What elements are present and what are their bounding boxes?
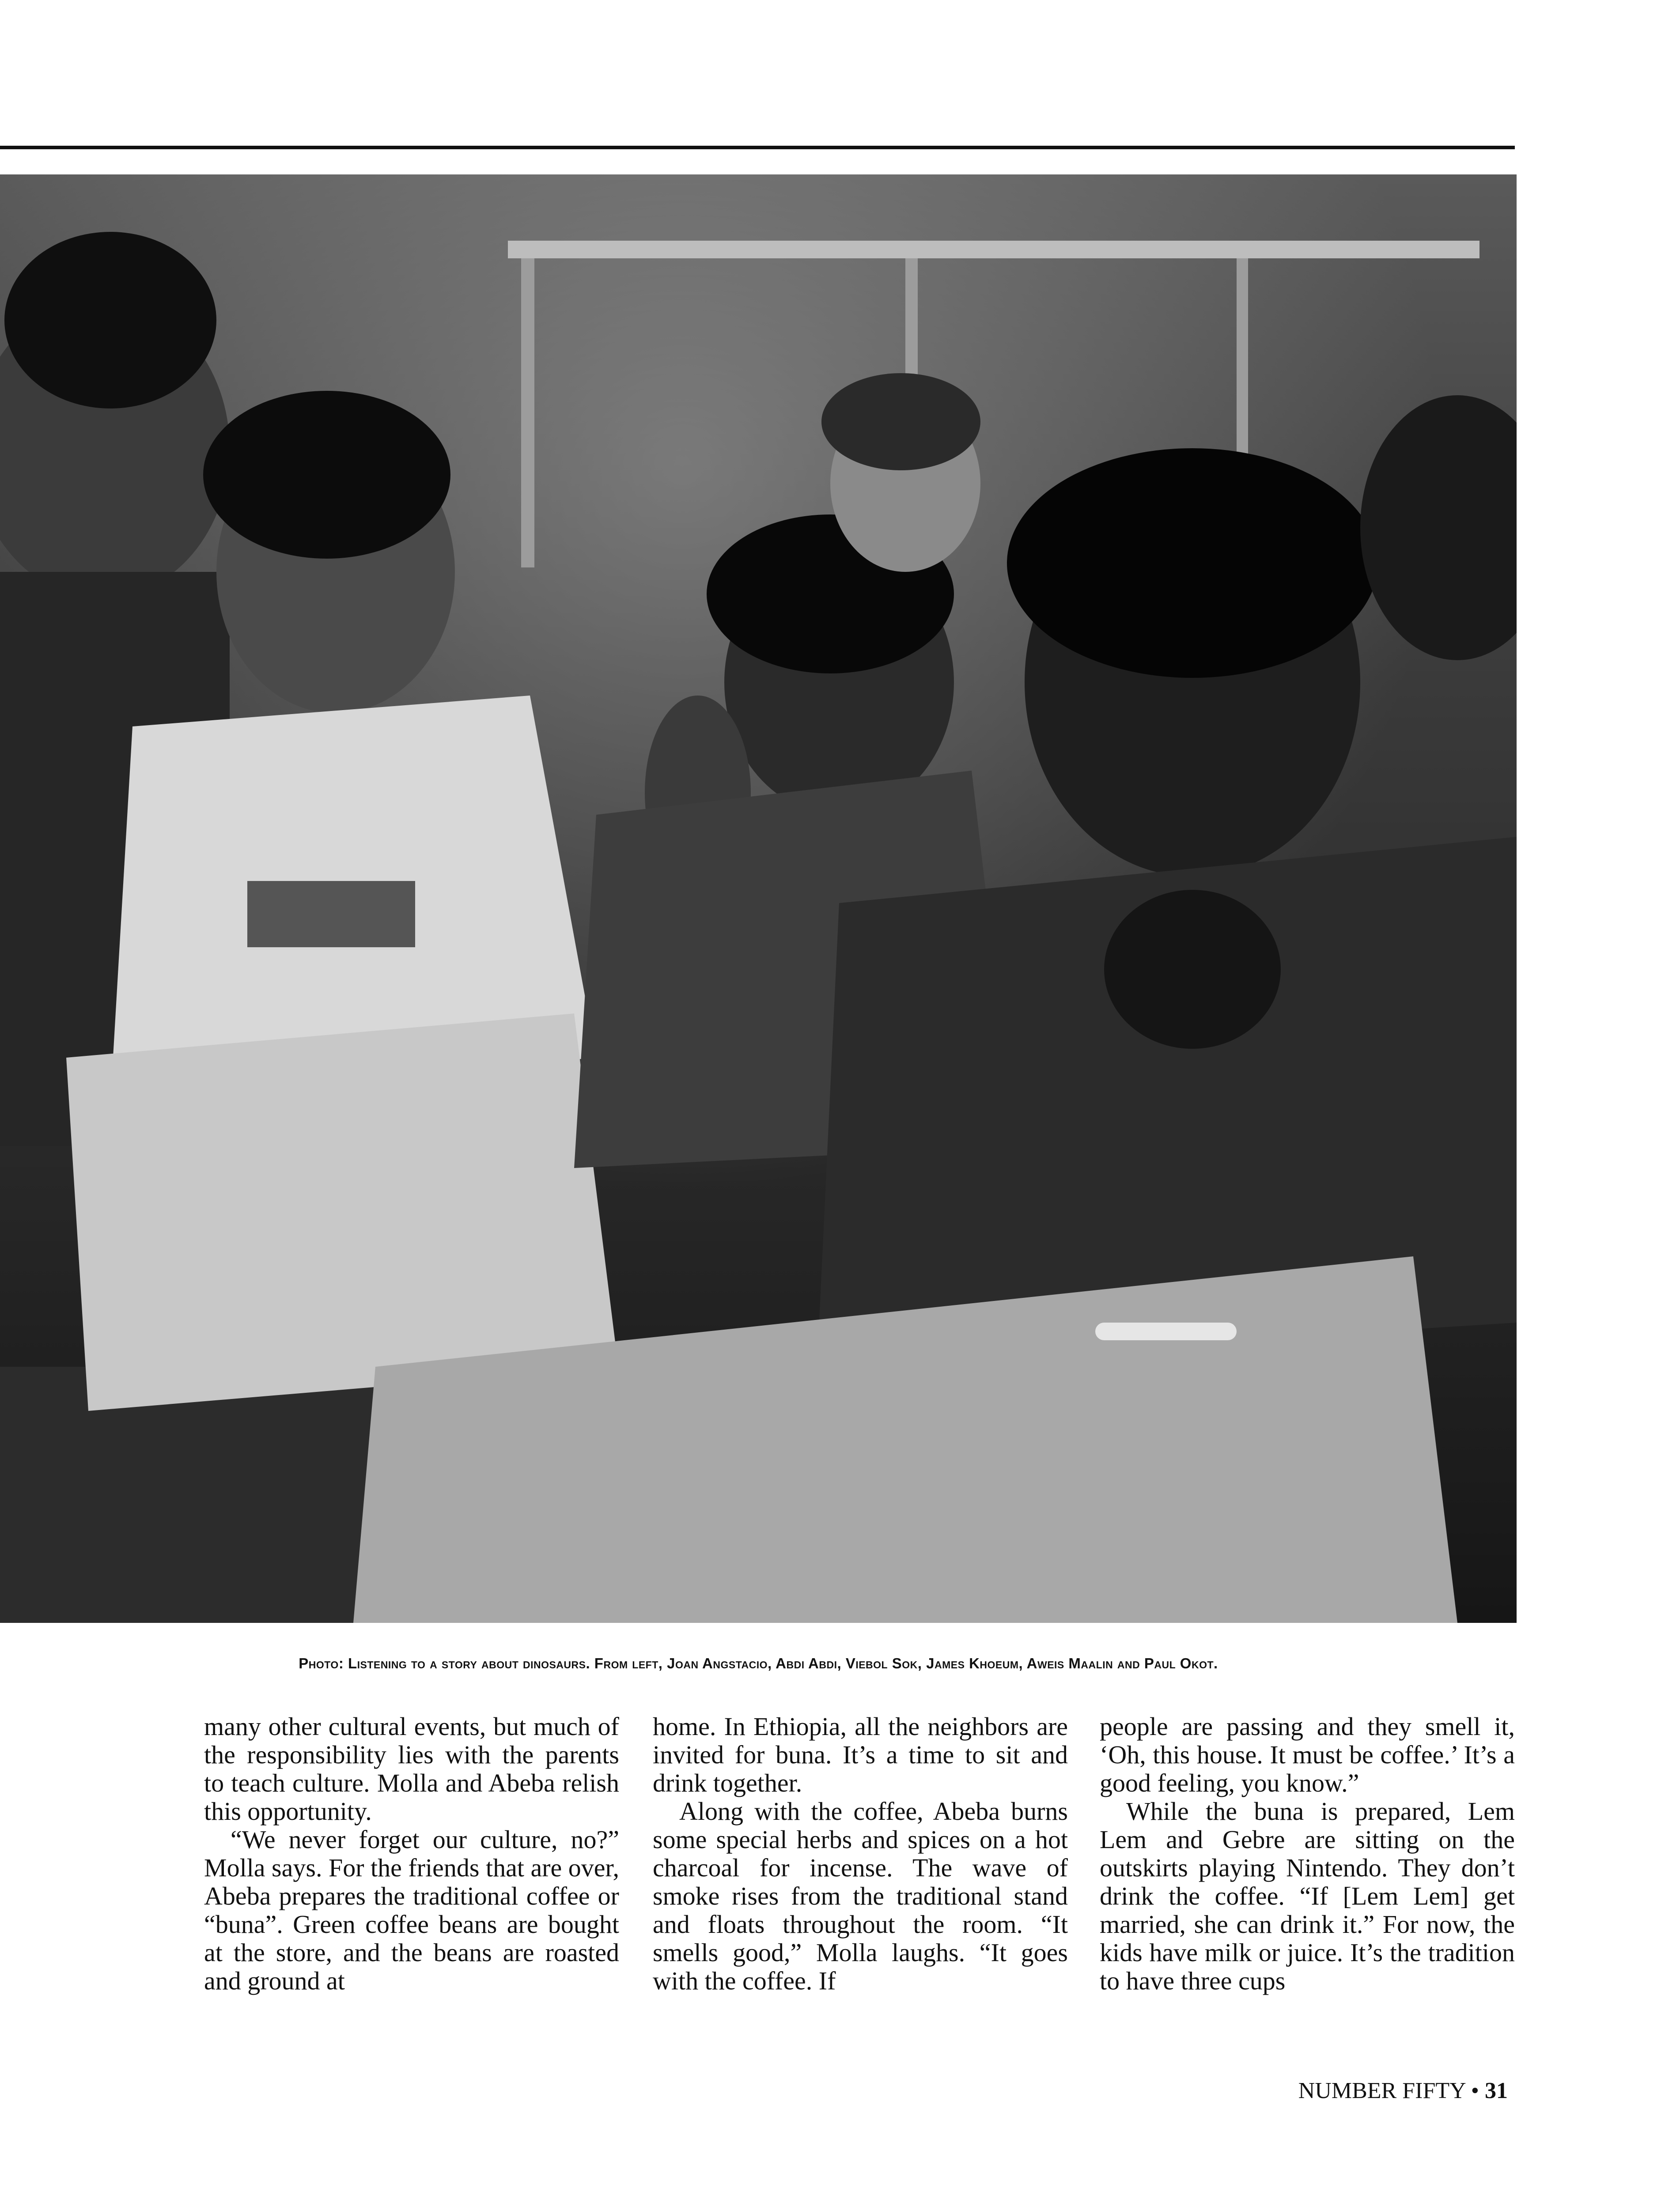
paragraph: people are passing and they smell it, ‘Oh, this house. It must be coffee.’ It’s a good feeling, you know.” <box>1100 1712 1515 1797</box>
text-column-3 <box>1100 1713 1515 1995</box>
text-column-2 <box>653 1713 1068 1995</box>
top-rule <box>0 146 1515 149</box>
page-folio <box>1298 2078 1508 2104</box>
folio-separator: • <box>1471 2078 1479 2103</box>
text-column-1 <box>204 1713 619 1995</box>
paragraph: many other cultural events, but much of the responsibility lies with the parents to teach culture. Molla and Abeba relish this opportunity. <box>204 1712 619 1826</box>
classroom-photo <box>0 174 1517 1623</box>
photo-illustration <box>0 174 1517 1623</box>
paragraph: home. In Ethiopia, all the neighbors are invited for buna. It’s a time to sit and drink together. <box>653 1712 1068 1797</box>
paragraph: Along with the coffee, Abeba burns some special herbs and spices on a hot charcoal for incense. The wave of smoke rises from the traditional stand and floats throughout the room. “It smells good,” Molla laughs. “It goes with the coffee. If <box>653 1797 1068 1995</box>
page-number: 31 <box>1485 2078 1508 2103</box>
paragraph: “We never forget our culture, no?” Molla says. For the friends that are over, Abeba prepares the traditional coffee or “buna”. Green coffee beans are bought at the store, and the beans are roasted and ground at <box>204 1825 619 1995</box>
paragraph: While the buna is prepared, Lem Lem and Gebre are sitting on the outskirts playing Nintendo. They don’t drink the coffee. “If [Lem Lem] get married, she can drink it.” For now, the kids have milk or juice. It’s the tradition to have three cups <box>1100 1797 1515 1995</box>
publication-label: NUMBER FIFTY <box>1298 2078 1465 2103</box>
photo-caption: Photo: Listening to a story about dinosaurs. From left, Joan Angstacio, Abdi Abdi, Viebol Sok, James Khoeum, Aweis Maalin and Paul Okot. <box>299 1655 1218 1671</box>
